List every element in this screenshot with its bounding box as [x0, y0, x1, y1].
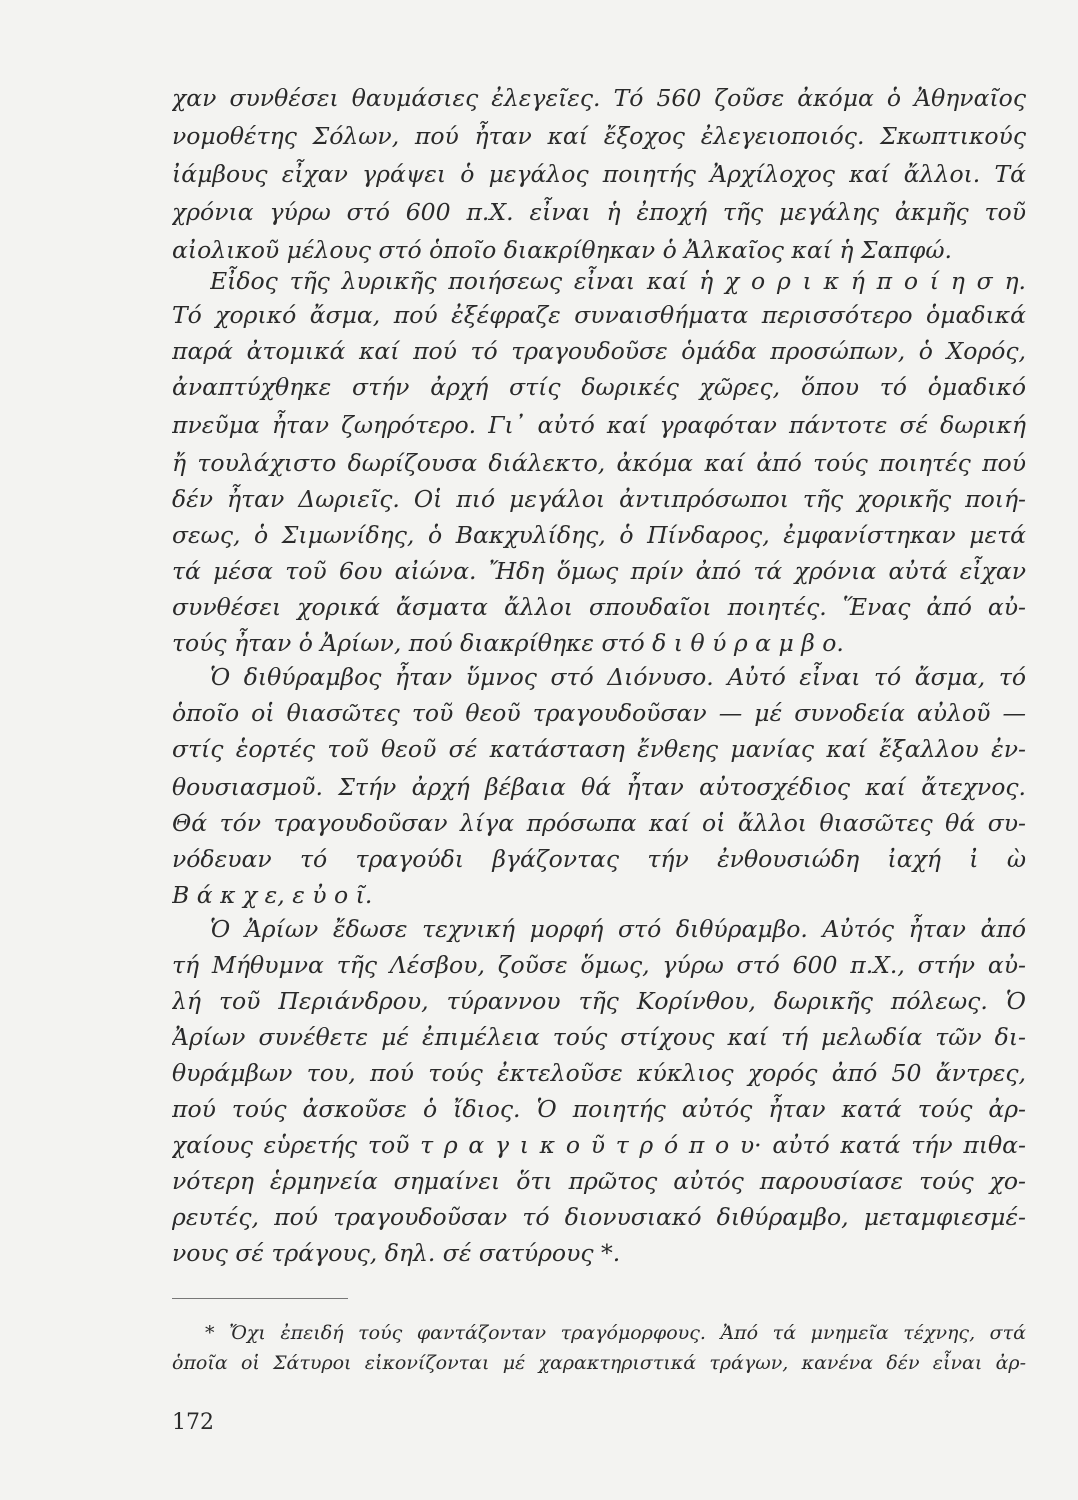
footnote-line: ὁποῖα οἱ Σάτυροι εἰκονίζονται μέ χαρακτηριστικά τράγων, κανένα δέν εἶναι ἀρ- [172, 1352, 1026, 1374]
text-line: συνθέσει χορικά ἄσματα ἄλλοι σπουδαῖοι ποιητές. Ἕνας ἀπό αὐ- [172, 593, 1026, 621]
text-line: στίς ἑορτές τοῦ θεοῦ σέ κατάσταση ἔνθεης μανίας καί ἔξαλλου ἐν- [172, 735, 1026, 763]
text-line: παρά ἀτομικά καί πού τό τραγουδοῦσε ὁμάδα προσώπων, ὁ Χορός, [172, 337, 1026, 365]
text-line: Β ά κ χ ε, ε ὐ ο ῖ. [172, 881, 373, 909]
text-line: λή τοῦ Περιάνδρου, τύραννου τῆς Κορίνθου, δωρικῆς πόλεως. Ὁ [172, 987, 1026, 1015]
text-line: πνεῦμα ἦταν ζωηρότερο. Γι᾽ αὐτό καί γραφόταν πάντοτε σέ δωρική [172, 411, 1026, 439]
text-line: δέν ἦταν Δωριεῖς. Οἱ πιό μεγάλοι ἀντιπρόσωποι τῆς χορικῆς ποιή- [172, 485, 1026, 513]
text-line: νους σέ τράγους, δηλ. σέ σατύρους *. [172, 1239, 621, 1267]
text-line: χαν συνθέσει θαυμάσιες ἐλεγεῖες. Τό 560 ζοῦσε ἀκόμα ὁ Ἀθηναῖος [172, 84, 1026, 112]
text-line: θυράμβων του, πού τούς ἐκτελοῦσε κύκλιος χορός ἀπό 50 ἄντρες, [172, 1059, 1026, 1087]
text-line: θουσιασμοῦ. Στήν ἀρχή βέβαια θά ἦταν αὐτοσχέδιος καί ἄτεχνος. [172, 773, 1026, 801]
text-line: ὁποῖο οἱ θιασῶτες τοῦ θεοῦ τραγουδοῦσαν — μέ συνοδεία αὐλοῦ — [172, 699, 1026, 727]
text-line: νότερη ἑρμηνεία σημαίνει ὅτι πρῶτος αὐτός παρουσίασε τούς χο- [172, 1167, 1026, 1195]
text-line: Εἶδος τῆς λυρικῆς ποιήσεως εἶναι καί ἡ χ ο ρ ι κ ή π ο ί η σ η. [210, 267, 1026, 295]
text-line: Θά τόν τραγουδοῦσαν λίγα πρόσωπα καί οἱ ἄλλοι θιασῶτες θά συ- [172, 809, 1026, 837]
text-line: τή Μήθυμνα τῆς Λέσβου, ζοῦσε ὅμως, γύρω στό 600 π.Χ., στήν αὐ- [172, 951, 1026, 979]
text-line: ἰάμβους εἶχαν γράψει ὁ μεγάλος ποιητής Ἀρχίλοχος καί ἄλλοι. Τά [172, 160, 1026, 188]
text-line: αἰολικοῦ μέλους στό ὁποῖο διακρίθηκαν ὁ Ἀλκαῖος καί ἡ Σαπφώ. [172, 236, 952, 264]
text-line: Τό χορικό ἄσμα, πού ἐξέφραζε συναισθήματα περισσότερο ὁμαδικά [172, 301, 1026, 329]
text-line: ἤ τουλάχιστο δωρίζουσα διάλεκτο, ἀκόμα καί ἀπό τούς ποιητές πού [172, 449, 1026, 477]
text-line: νομοθέτης Σόλων, πού ἦταν καί ἔξοχος ἐλεγειοποιός. Σκωπτικούς [172, 122, 1026, 150]
footnote-line: * Ὄχι ἐπειδή τούς φαντάζονταν τραγόμορφους. Ἀπό τά μνημεῖα τέχνης, στά [205, 1322, 1026, 1344]
text-line: πού τούς ἀσκοῦσε ὁ ἴδιος. Ὁ ποιητής αὐτός ἦταν κατά τούς ἀρ- [172, 1095, 1026, 1123]
footnote-separator [172, 1298, 348, 1299]
text-line: τούς ἦταν ὁ Ἀρίων, πού διακρίθηκε στό δ ι θ ύ ρ α μ β ο. [172, 629, 844, 657]
page-number: 172 [172, 1410, 214, 1435]
text-line: νόδευαν τό τραγούδι βγάζοντας τήν ἐνθουσιώδη ἰαχή ἰ ὼ [172, 845, 1026, 873]
text-line: Ἀρίων συνέθετε μέ ἐπιμέλεια τούς στίχους καί τή μελωδία τῶν δι- [172, 1023, 1026, 1051]
text-line: τά μέσα τοῦ 6ου αἰώνα. Ἤδη ὅμως πρίν ἀπό τά χρόνια αὐτά εἶχαν [172, 557, 1026, 585]
text-line: ρευτές, πού τραγουδοῦσαν τό διονυσιακό διθύραμβο, μεταμφιεσμέ- [172, 1203, 1026, 1231]
text-line: χρόνια γύρω στό 600 π.Χ. εἶναι ἡ ἐποχή τῆς μεγάλης ἀκμῆς τοῦ [172, 198, 1026, 226]
text-line: σεως, ὁ Σιμωνίδης, ὁ Βακχυλίδης, ὁ Πίνδαρος, ἐμφανίστηκαν μετά [172, 521, 1026, 549]
text-line: Ὁ διθύραμβος ἦταν ὕμνος στό Διόνυσο. Αὐτό εἶναι τό ἄσμα, τό [210, 663, 1026, 691]
text-line: Ὁ Ἀρίων ἔδωσε τεχνική μορφή στό διθύραμβο. Αὐτός ἦταν ἀπό [210, 915, 1026, 943]
text-line: χαίους εὑρετής τοῦ τ ρ α γ ι κ ο ῦ τ ρ ό π ο υ· αὐτό κατά τήν πιθα- [172, 1131, 1026, 1159]
text-line: ἀναπτύχθηκε στήν ἀρχή στίς δωρικές χῶρες, ὅπου τό ὁμαδικό [172, 373, 1026, 401]
